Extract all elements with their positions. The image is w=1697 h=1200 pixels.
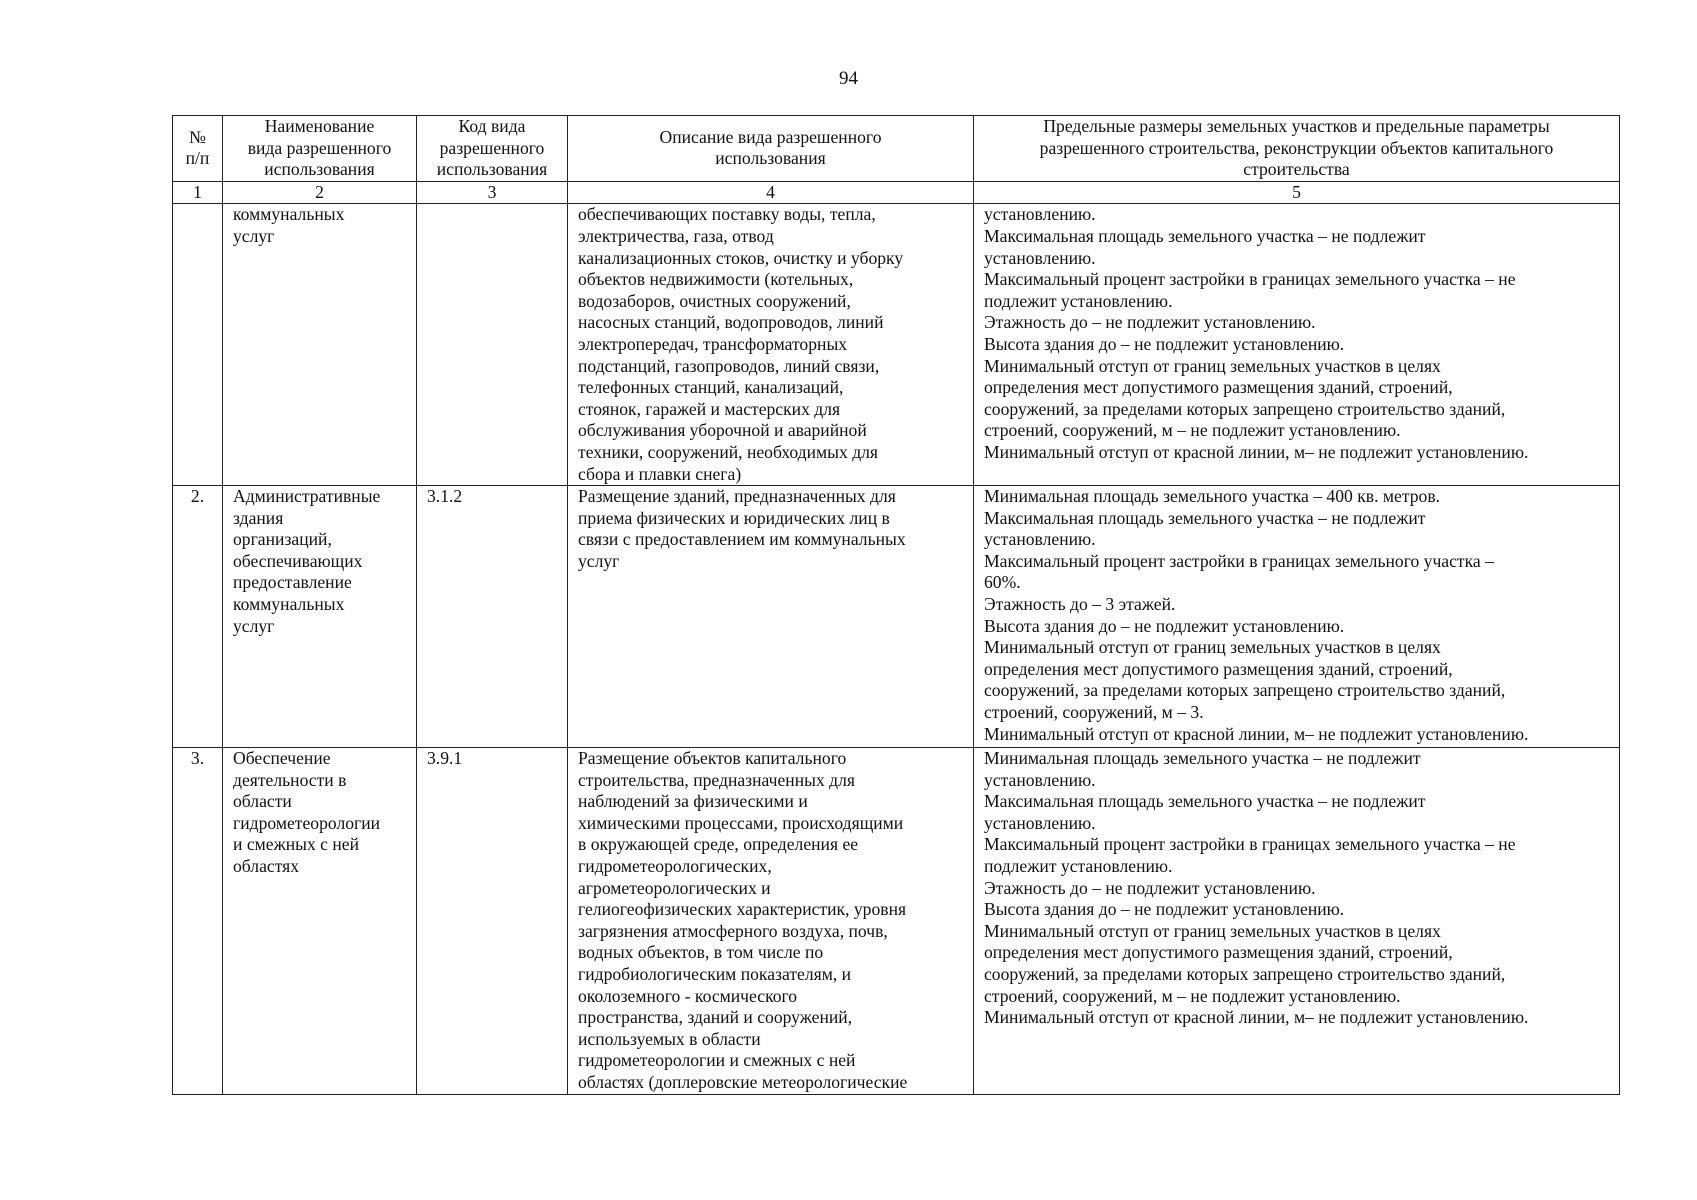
row-limit-parameters: Минимальная площадь земельного участка – 400 кв. метров. Максимальная площадь земельного участка – не подлежит установлению. Максимальный процент застройки в границах земельного участка – 60%. Этажность до – 3 этажей. Высота здания до – не подлежит установлению. Минимальный отступ от границ земельных участков в целях определения мест допустимого размещения зданий, строений, сооружений, за пределами которых запрещено строительство зданий, строений, сооружений, м – 3. Минимальный отступ от красной линии, м– не подлежит установлению.: [974, 486, 1620, 748]
column-number: 1: [173, 181, 223, 204]
land-use-table: [172, 115, 1620, 1095]
column-number: 2: [223, 181, 417, 204]
row-use-name: Обеспечение деятельности в области гидрометеорологии и смежных с ней областях: [223, 748, 417, 1095]
row-use-code: 3.9.1: [417, 748, 568, 1095]
table-row: [173, 486, 1620, 748]
row-number: [173, 204, 223, 486]
table-row: [173, 204, 1620, 486]
table-header-row: [173, 116, 1620, 182]
page-number: 94: [839, 68, 858, 89]
header-limit-parameters: Предельные размеры земельных участков и предельные параметры разрешенного строительства, реконструкции объектов капитального строительства: [974, 116, 1620, 182]
column-number-row: [173, 181, 1620, 204]
row-use-description: Размещение объектов капитального строительства, предназначенных для наблюдений за физическими и химическими процессами, происходящими в окружающей среде, определения ее гидрометеорологических, агрометеорологических и гелиогеофизических характеристик, уровня загрязнения атмосферного воздуха, почв, водных объектов, в том числе по гидробиологическим показателям, и околоземного - космического пространства, зданий и сооружений, используемых в области гидрометеорологии и смежных с ней областях (доплеровские метеорологические: [568, 748, 974, 1095]
column-number: 5: [974, 181, 1620, 204]
header-use-code: Код вида разрешенного использования: [417, 116, 568, 182]
row-use-name: коммунальных услуг: [223, 204, 417, 486]
header-number: № п/п: [173, 116, 223, 182]
row-limit-parameters: Минимальная площадь земельного участка – не подлежит установлению. Максимальная площадь земельного участка – не подлежит установлению. Максимальный процент застройки в границах земельного участка – не подлежит установлению. Этажность до – не подлежит установлению. Высота здания до – не подлежит установлению. Минимальный отступ от границ земельных участков в целях определения мест допустимого размещения зданий, строений, сооружений, за пределами которых запрещено строительство зданий, строений, сооружений, м – не подлежит установлению. Минимальный отступ от красной линии, м– не подлежит установлению.: [974, 748, 1620, 1095]
row-number: 2.: [173, 486, 223, 748]
table-row: [173, 748, 1620, 1095]
column-number: 4: [568, 181, 974, 204]
row-use-description: обеспечивающих поставку воды, тепла, электричества, газа, отвод канализационных стоков, очистку и уборку объектов недвижимости (котельных, водозаборов, очистных сооружений, насосных станций, водопроводов, линий электропередач, трансформаторных подстанций, газопроводов, линий связи, телефонных станций, канализаций, стоянок, гаражей и мастерских для обслуживания уборочной и аварийной техники, сооружений, необходимых для сбора и плавки снега): [568, 204, 974, 486]
row-limit-parameters: установлению. Максимальная площадь земельного участка – не подлежит установлению. Максимальный процент застройки в границах земельного участка – не подлежит установлению. Этажность до – не подлежит установлению. Высота здания до – не подлежит установлению. Минимальный отступ от границ земельных участков в целях определения мест допустимого размещения зданий, строений, сооружений, за пределами которых запрещено строительство зданий, строений, сооружений, м – не подлежит установлению. Минимальный отступ от красной линии, м– не подлежит установлению.: [974, 204, 1620, 486]
row-use-name: Административные здания организаций, обеспечивающих предоставление коммунальных услуг: [223, 486, 417, 748]
row-use-code: [417, 204, 568, 486]
header-use-description: Описание вида разрешенного использования: [568, 116, 974, 182]
row-use-description: Размещение зданий, предназначенных для приема физических и юридических лиц в связи с предоставлением им коммунальных услуг: [568, 486, 974, 748]
row-use-code: 3.1.2: [417, 486, 568, 748]
row-number: 3.: [173, 748, 223, 1095]
column-number: 3: [417, 181, 568, 204]
header-use-name: Наименование вида разрешенного использования: [223, 116, 417, 182]
